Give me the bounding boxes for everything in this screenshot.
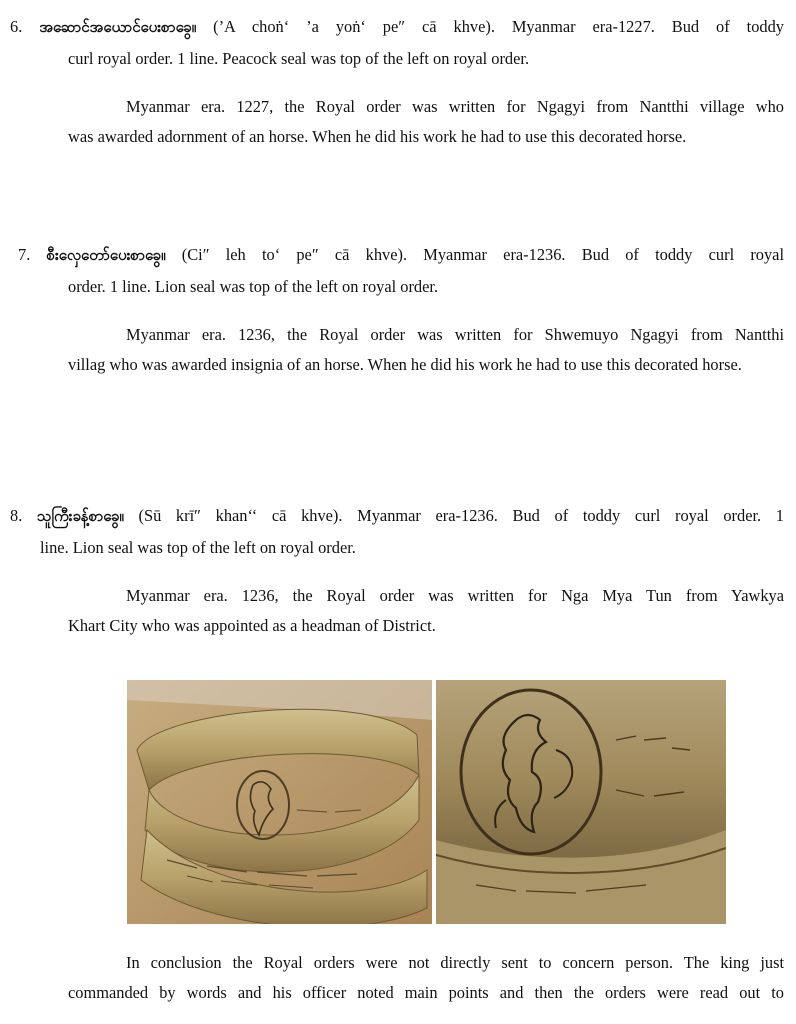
entry-6-heading-text: (’A choṅ‘ ’a yoṅ‘ pe″ cā khve). Myanmar era-1227. Bud of toddy xyxy=(196,17,784,36)
entry-8-para-first: Myanmar era. 1236, the Royal order was written for Nga Mya Tun from Yawkya xyxy=(126,586,784,605)
conclusion-paragraph xyxy=(0,948,796,1008)
entry-7-burmese-title: စီးလှေတော်ပေးစာခွေ။ xyxy=(46,246,166,264)
entry-7-number: 7. xyxy=(18,245,31,264)
entry-8-number: 8. xyxy=(10,506,23,525)
entry-6-paragraph xyxy=(0,92,796,152)
conclusion-line-1: In conclusion the Royal orders were not directly sent to concern person. The king just xyxy=(126,953,784,972)
lion-seal-image xyxy=(436,680,726,924)
entry-6-heading xyxy=(0,12,796,42)
entry-8-paragraph xyxy=(0,581,796,641)
entry-6-burmese-title: အဆောင်အယောင်ပေးစာခွေ။ xyxy=(39,18,197,36)
royal-order-coil-image xyxy=(127,680,432,924)
photo-lion-seal-closeup xyxy=(436,680,726,924)
entry-6-para-first: Myanmar era. 1227, the Royal order was written for Ngagyi from Nantthi village who xyxy=(126,97,784,116)
entry-6-heading-cont: curl royal order. 1 line. Peacock seal was top of the left on royal order. xyxy=(68,49,530,68)
entry-8-para-rest: Khart City who was appointed as a headman of District. xyxy=(68,616,436,635)
entry-7-heading xyxy=(0,240,796,270)
entry-7-para-rest: villag who was awarded insignia of an horse. When he did his work he had to use this decorated horse. xyxy=(68,355,742,374)
entry-8-heading-cont: line. Lion seal was top of the left on royal order. xyxy=(40,538,356,557)
entry-7-paragraph xyxy=(0,320,796,380)
conclusion xyxy=(0,948,796,1008)
entry-7-heading-cont: order. 1 line. Lion seal was top of the left on royal order. xyxy=(68,277,439,296)
entry-7-para-first: Myanmar era. 1236, the Royal order was written for Shwemuyo Ngagyi from Nantthi xyxy=(126,325,784,344)
entry-6 xyxy=(0,12,796,152)
entry-8-burmese-title: သူကြီးခန့်စာခွေ။ xyxy=(36,507,124,525)
entry-8 xyxy=(0,501,796,641)
entry-8-heading-text: (Sū krī″ khan‘‘ cā khve). Myanmar era-1236. Bud of toddy curl royal order. 1 xyxy=(123,506,784,525)
entry-8-heading xyxy=(0,501,796,531)
conclusion-line-2: commanded by words and his officer noted main points and then the orders were read out to xyxy=(68,983,784,1002)
entry-7 xyxy=(0,240,796,380)
entry-7-heading-text: (Ci″ leh to‘ pe″ cā khve). Myanmar era-1236. Bud of toddy curl royal xyxy=(165,245,784,264)
entry-6-number: 6. xyxy=(10,17,23,36)
photo-coiled-royal-order xyxy=(127,680,432,924)
entry-6-para-rest: was awarded adornment of an horse. When he did his work he had to use this decorated horse. xyxy=(68,127,687,146)
